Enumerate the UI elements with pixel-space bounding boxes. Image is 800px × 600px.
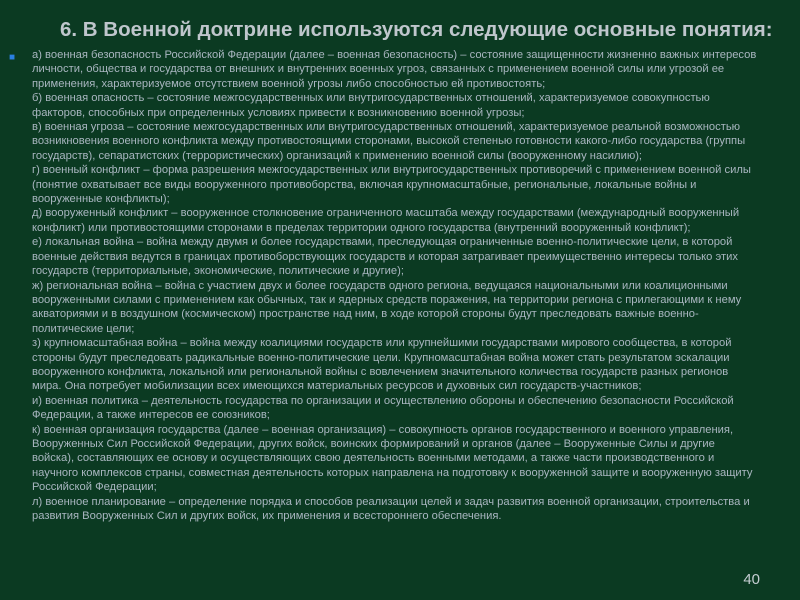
slide-title: 6. В Военной доктрине используются следующие основные понятия: <box>60 18 773 41</box>
bullet-marker: ■ <box>9 52 16 63</box>
paragraph-g: г) военный конфликт – форма разрешения межгосударственных или внутригосударственных противоречий с применением военной силы (понятие охватывает все виды вооруженного противоборства, включая крупномасштабные, региональные, локальные войны и вооруженные конфликты); <box>32 164 751 206</box>
paragraph-l: л) военное планирование – определение порядка и способов реализации целей и задач развития военной организации, строительства и развития Вооруженных Сил и других войск, их применения и всестороннего обеспечения. <box>32 495 750 522</box>
paragraph-e: е) локальная война – война между двумя и более государствами, преследующая ограниченные военно-политические цели, в которой военные действия ведутся в границах противоборствующих государств и которая затрагивает преимущественно интересы только этих государств (территориальные, экономические, политические и другие); <box>32 236 738 278</box>
paragraph-z: з) крупномасштабная война – война между коалициями государств или крупнейшими государствами мирового сообщества, в которой стороны будут преследовать радикальные военно-политические цели. Крупномасштабная война может стать результатом эскалации вооруженного конфликта, локальной или региональной войны с вовлечением значительного количества государств разных регионов мира. Она потребует мобилизации всех имеющихся материальных ресурсов и духовных сил государств-участников; <box>32 337 732 393</box>
definitions-text <box>32 48 757 594</box>
paragraph-k: к) военная организация государства (далее – военная организация) – совокупность органов государственного и военного управления, Вооруженных Сил Российской Федерации, других войск, воинских формирований и органов (далее – Вооруженные Силы и другие войска), составляющих ее основу и осуществляющих свою деятельность военными методами, а также части производственного и научного комплексов страны, совместная деятельность которых направлена на подготовку к вооруженной защите и вооруженную защиту Российской Федерации; <box>32 423 753 494</box>
paragraph-zh: ж) региональная война – война с участием двух и более государств одного региона, ведущаяся национальными или коалиционными вооруженными силами с применением как обычных, так и ядерных средств поражения, на территории региона с прилегающими к нему акваториями и в воздушном (космическом) пространстве над ним, в ходе которой стороны будут преследовать важные военно-политические цели; <box>32 279 742 335</box>
paragraph-a: а) военная безопасность Российской Федерации (далее – военная безопасность) – состояние защищенности жизненно важных интересов личности, общества и государства от внешних и внутренних военных угроз, связанных с применением военной силы или угрозой ее применения, характеризуемое отсутствием военной угрозы либо способностью ей противостоять; <box>32 49 757 90</box>
paragraph-d: д) вооруженный конфликт – вооруженное столкновение ограниченного масштаба между государствами (международный вооруженный конфликт) или противостоящими сторонами в пределах территории одного государства (внутренний вооруженный конфликт); <box>32 207 740 234</box>
paragraph-i: и) военная политика – деятельность государства по организации и осуществлению обороны и обеспечению безопасности Российской Федерации, а также интересов ее союзников; <box>32 394 734 422</box>
paragraph-v: в) военная угроза – состояние межгосударственных или внутригосударственных отношений, характеризуемое реальной возможностью возникновения военного конфликта между противостоящими сторонами, высокой степенью готовности какого-либо государства (группы государств), сепаратистских (террористических) организаций к применению военной силы (вооруженному насилию); <box>32 121 746 162</box>
page-number: 40 <box>743 571 760 588</box>
paragraph-b: б) военная опасность – состояние межгосударственных или внутригосударственных отношений, характеризуемое совокупностью факторов, способных при определенных условиях привести к возникновению военной угрозы; <box>32 92 710 119</box>
